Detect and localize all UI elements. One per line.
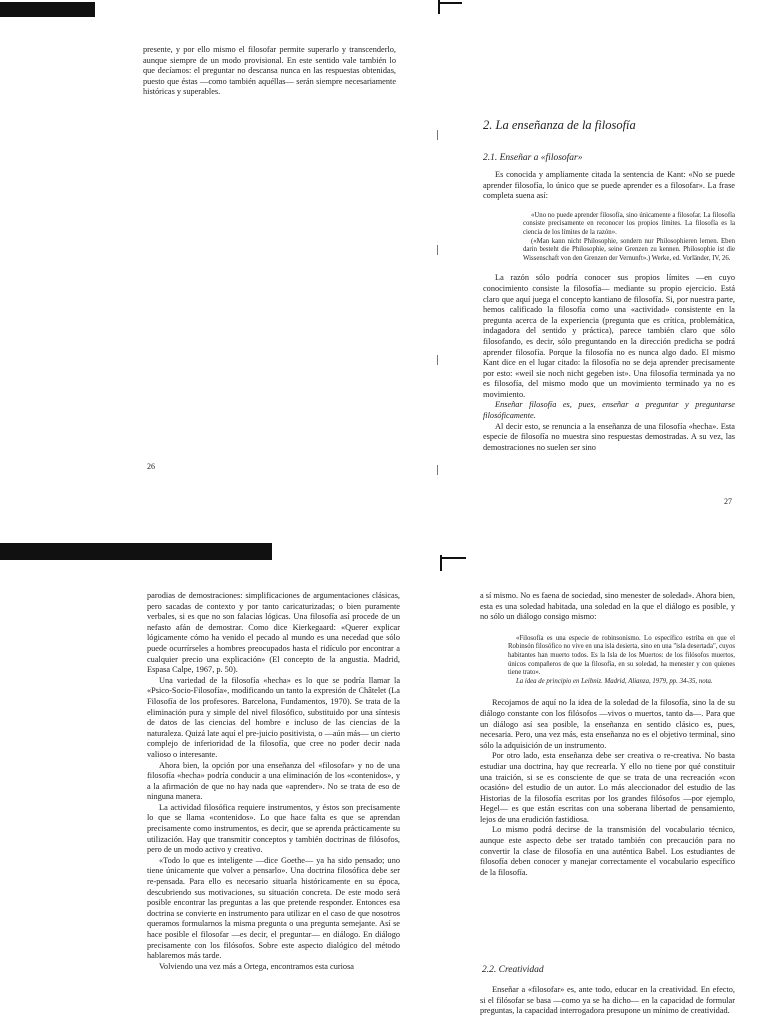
- section-title: 2. La enseñanza de la filosofía: [483, 118, 636, 132]
- gutter-mark: [437, 355, 438, 365]
- paragraph: a sí mismo. No es faena de sociedad, sino menester de soledad». Ahora bien, esta es una soledad habitada, una soledad en la que el diálogo es posible, y no sólo un diálogo consigo mismo:: [480, 591, 735, 622]
- paragraph: Al decir esto, se renuncia a la enseñanza de una filosofía «hecha». Esta especie de filosofía no muestra sino respuestas demostradas. A su vez, las demostraciones no suelen ser sino: [483, 421, 735, 452]
- paragraph: parodias de demostraciones: simplificaciones de argumentaciones clásicas, pero sacadas de contexto y por tanto caricaturizadas; o bien puramente verbales, si es que no son falacias lógicas. Una filosofía así procede de un nefasto afán de demostrar. Como dice Kierkegaard: «Querer explicar lógicamente cómo ha venido el pecado al mundo es una necedad que sólo puede ocurrírseles a hombres preocupados hasta el ridículo por encontrar a cualquier precio una explicación» (El concepto de la angustia. Madrid, Espasa Calpe, 1967, p. 50).: [147, 591, 400, 675]
- paragraph: Es conocida y ampliamente citada la sentencia de Kant: «No se puede aprender filosofía, lo único que se puede aprender es a filosofar». La frase completa suena así:: [483, 170, 735, 201]
- gutter-mark: [437, 245, 438, 255]
- block-quote: [523, 212, 735, 264]
- subsection-title: 2.1. Enseñar a «filosofar»: [483, 153, 583, 163]
- paragraph: Enseñar filosofía es, pues, enseñar a preguntar y preguntarse filosóficamente.: [483, 400, 735, 421]
- scan-page-corner-bottom-arm: [440, 557, 466, 559]
- page-29-text: [480, 591, 735, 878]
- quote-text: La idea de principio en Leibniz. Madrid, Alianza, 1979, pp. 34-35, nota.: [516, 677, 713, 685]
- paragraph: Una variedad de la filosofía «hecha» es lo que se podría llamar la «Psico-Socio-Filosofía», modificando un tanto la expresión de Châtelet (La Filosofía de los profesores. Barcelona, Fundamentos, 1970). Se trata de la eliminación pura y simple del nivel filosófico, substituido por una síntesis de datos de las ciencias del hombre e incluso de las ciencias de la naturaleza. Quizá late aquí el pre-juicio positivista, o —aún más— un cierto complejo de inferioridad de la filosofía, que cree no poder decir nada valioso o interesante.: [147, 675, 400, 759]
- quote-text: «Uno no puede aprender filosofía, sino únicamente a filosofar. La filosofía consiste precisamente en reconocer los propios límites. La filosofía es la ciencia de los límites de la razón».: [523, 211, 735, 236]
- gutter-mark: [437, 465, 438, 475]
- block-quote: [508, 635, 735, 687]
- page-28-text: [147, 591, 400, 972]
- subsection-title: 2.2. Creatividad: [482, 965, 544, 975]
- paragraph: La razón sólo podría conocer sus propios límites —en cuyo conocimiento consiste la filosofía— mediante su propio ejercicio. Está claro que aquí juega el concepto kantiano de filosofía. Si, por nuestra parte, hemos calificado la filosofía como una «actividad» consistente en la pregunta acerca de la experiencia (pregunta que es crítica, problemática, indagadora del sentido y práctica), parece también claro que sólo filosofando, es decir, sólo preguntando en la dirección predicha se podrá aprender filosofía. Porque la filosofía no es nunca algo dado. El mismo Kant dice en el lugar citado: la filosofía no se deja aprender precisamente por esto: «weil sie noch nicht gegeben ist». Una filosofía terminada ya no es filosofía, del mismo modo que un movimiento terminado ya no es movimiento.: [483, 273, 735, 399]
- scan-page-corner-top-arm: [438, 2, 462, 4]
- page-number-26: 26: [147, 462, 155, 471]
- paragraph: Recojamos de aquí no la idea de la soledad de la filosofía, sino la de su diálogo constante con los filósofos —vivos o muertos, tanto da—. Para que un diálogo así sea posible, la enseñanza en sentido clásico es, pues, necesaria. Pero, una vez más, esta enseñanza no es el objetivo terminal, sino sólo la adquisición de un instrumento.: [480, 698, 735, 750]
- page-26-text: [143, 45, 396, 98]
- page-number-27: 27: [724, 497, 732, 506]
- paragraph: Ahora bien, la opción por una enseñanza del «filosofar» y no de una filosofía «hecha» podría conducir a una eliminación de los «contenidos», y a la afirmación de que no hay nada que «aprender». No se trata de eso de ninguna manera.: [147, 760, 400, 802]
- page-27-text: [483, 170, 735, 453]
- paragraph: presente, y por ello mismo el filosofar permite superarlo y transcenderlo, aunque siempre de un modo provisional. En este sentido vale también lo que decíamos: el preguntar no descansa nunca en las respuestas obtenidas, puesto que éstas —como también aquéllas— serán siempre necesariamente históricas y superables.: [143, 45, 396, 97]
- page-29-text-end: [480, 985, 735, 1017]
- paragraph: La actividad filosófica requiere instrumentos, y éstos son precisamente lo que se llama «contenidos». Lo que hace falta es que se aprendan precisamente como instrumentos, es decir, que se aprenda prácticamente su utilización. Hay que transmitir conceptos y también doctrinas de filósofos, pero de un modo activo y creativo.: [147, 802, 400, 855]
- scan-black-bar-bottom: [0, 543, 272, 560]
- gutter-mark: [437, 130, 438, 140]
- quote-text: «Filosofía es una especie de robinsonismo. Lo específico estriba en que el Robinsón filosófico no vive en una isla desierta, sino en una "isla desertada", cuyos habitantes han muerto todos. Es la Isla de los Muertos: de los filósofos muertos, únicos compañeros de que la filosofía, en su soledad, ha menester y con quienes tiene trato».: [508, 634, 735, 677]
- paragraph: Enseñar a «filosofar» es, ante todo, educar en la creatividad. En efecto, si el filósofar se basa —como ya se ha dicho— en la capacidad de formular preguntas, la capacidad interrogadora presupone un mínimo de creatividad.: [480, 985, 735, 1016]
- paragraph: Por otro lado, esta enseñanza debe ser creativa o re-creativa. No basta estudiar una doctrina, hay que recrearla. Y ello no tiene por qué constituir una traición, si se es consciente de que se trata de una recreación «con ocasión» del estudio de un autor. Lo más aleccionador del estudio de las Historias de la filosofía escritas por los grandes filósofos —por ejemplo, Hegel— es que están escritas con una soberana libertad de pensamiento, lejos de una erudición fastidiosa.: [480, 751, 735, 824]
- paragraph: «Todo lo que es inteligente —dice Goethe— ya ha sido pensado; uno tiene únicamente que volver a pensarlo». Una doctrina filosófica debe ser re-pensada. Para ello es necesario situarla históricamente en su época, descubriendo sus motivaciones, su situación concreta. De este modo será posible encontrar las preguntas a las que pretende responder. Entonces esa doctrina se convierte en instrumento para utilizar en el caso de que nosotros queramos formularnos la misma pregunta o una pregunta semejante. Así se hace posible el filosofar —es decir, el preguntar— en diálogo. En diálogo precisamente con los filósofos. Sobre este aspecto dialógico del método hablaremos más tarde.: [147, 855, 400, 961]
- paragraph: Volviendo una vez más a Ortega, encontramos esta curiosa: [159, 961, 354, 971]
- paragraph: Lo mismo podrá decirse de la transmisión del vocabulario técnico, aunque este aspecto debe ser tratado también con precaución para no convertir la clase de filosofía en una auténtica Babel. Los estudiantes de filosofía deben conocer y manejar correctamente el vocabulario específico de la filosofía.: [480, 825, 735, 877]
- quote-text: («Man kann nicht Philosophie, sondern nur Philosophieren lernen. Eben darin besteht die Philosophie, seine Grenzen zu kennen. Philosophie ist die Wissenschaft von den Grenzen der Vernunft».) Werke, ed. Vorländer, IV, 26.: [523, 237, 735, 262]
- scan-black-bar-top: [0, 2, 95, 17]
